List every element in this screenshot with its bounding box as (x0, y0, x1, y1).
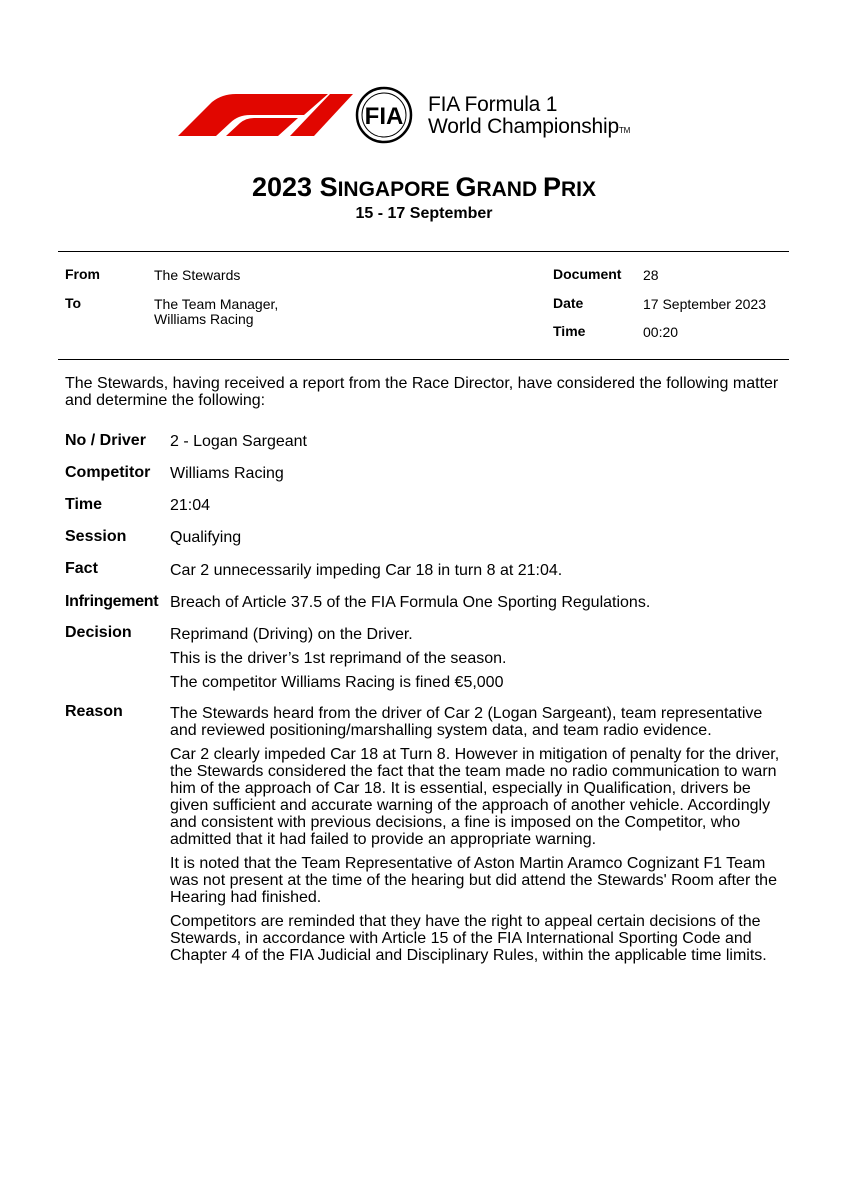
infringement-label: Infringement (65, 593, 159, 610)
fact-label: Fact (65, 560, 98, 577)
session-label: Session (65, 528, 127, 545)
to-value: The Team Manager, Williams Racing (154, 296, 279, 327)
decision-label: Decision (65, 624, 132, 641)
date-value: 17 September 2023 (643, 296, 766, 312)
fia-badge-text: FIA (364, 103, 404, 130)
reason-paragraph: It is noted that the Team Representative of Aston Martin Aramco Cognizant F1 Team was not present at the time of the hearing but did attend the Stewards' Room after the Hearing had finished. (170, 855, 777, 906)
reason-paragraph: The Stewards heard from the driver of Car 2 (Logan Sargeant), team representative and reviewed positioning/marshalling system data, and team radio evidence. (170, 705, 763, 739)
driver-label: No / Driver (65, 432, 146, 449)
f1-logo-icon (178, 94, 353, 136)
logo-line-1: FIA Formula 1 (428, 93, 558, 116)
intro-text: The Stewards, having received a report from the Race Director, have considered the following matter and determine the following: (65, 375, 779, 409)
document-label: Document (553, 266, 622, 282)
document-value: 28 (643, 267, 659, 283)
page-title: 2023 SINGAPORE GRAND PRIX (252, 172, 596, 202)
driver-value: 2 - Logan Sargeant (170, 433, 307, 450)
competitor-label: Competitor (65, 464, 151, 481)
time-label: Time (553, 323, 586, 339)
decision-line: This is the driver’s 1st reprimand of the season. (170, 650, 507, 667)
reason-paragraph: Competitors are reminded that they have the right to appeal certain decisions of the Stewards, in accordance with Article 15 of the FIA International Sporting Code and Chapter 4 of the FIA Judicial and Disciplinary Rules, within the applicable time limits. (170, 913, 767, 964)
time-field-value: 21:04 (170, 497, 211, 514)
from-value: The Stewards (154, 267, 241, 283)
to-label: To (65, 295, 82, 311)
time-field-label: Time (65, 496, 103, 513)
infringement-value: Breach of Article 37.5 of the FIA Formula One Sporting Regulations. (170, 594, 651, 611)
logo-line-2: World ChampionshipTM (428, 115, 631, 138)
fia-badge-icon (357, 88, 411, 142)
event-dates: 15 - 17 September (355, 205, 493, 222)
from-label: From (65, 266, 100, 282)
reason-label: Reason (65, 703, 123, 720)
decision-line: Reprimand (Driving) on the Driver. (170, 626, 413, 643)
reason-value (170, 705, 785, 971)
fact-value: Car 2 unnecessarily impeding Car 18 in turn 8 at 21:04. (170, 562, 563, 579)
header-top-divider (58, 251, 789, 252)
competitor-value: Williams Racing (170, 465, 284, 482)
reason-paragraph: Car 2 clearly impeded Car 18 at Turn 8. However in mitigation of penalty for the driver, the Stewards considered the fact that the team made no radio communication to warn him of the approach of Car 18. It is essential, especially in Qualification, drivers be given sufficient and accurate warning of the approach of another vehicle. Accordingly and consistent with previous decisions, a fine is imposed on the Competitor, who admitted that it had failed to provide an appropriate warning. (170, 746, 780, 848)
decision-line: The competitor Williams Racing is fined €5,000 (170, 674, 504, 691)
decision-value (170, 626, 785, 698)
session-value: Qualifying (170, 529, 242, 546)
time-value: 00:20 (643, 324, 679, 340)
logo-text (428, 94, 630, 142)
date-label: Date (553, 295, 584, 311)
header-bottom-divider (58, 359, 789, 360)
